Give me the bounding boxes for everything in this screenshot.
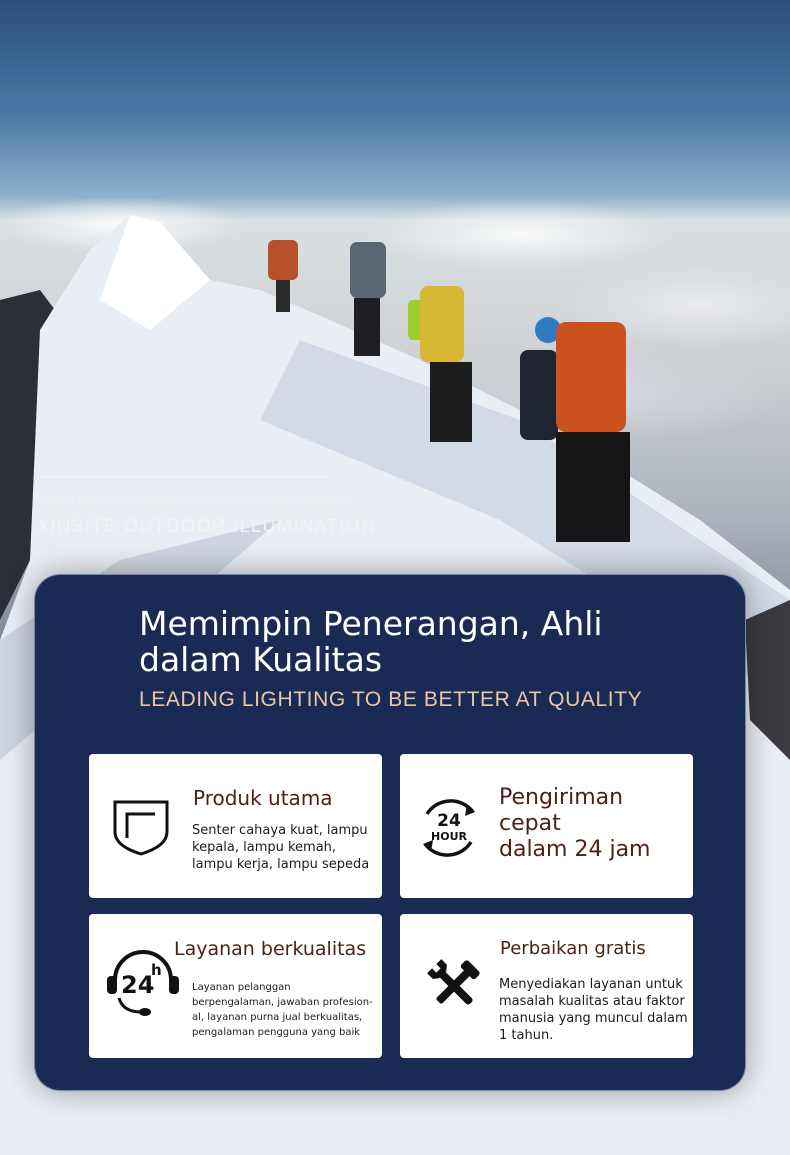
desc-line: kepala, lampu kemah, bbox=[192, 840, 337, 855]
icon-label-24: 24 bbox=[121, 971, 155, 999]
icon-label-h: h bbox=[151, 961, 162, 979]
headline-line-2: dalam Kualitas bbox=[139, 640, 383, 679]
desc-line: pengalaman pengguna yang baik bbox=[192, 1027, 361, 1038]
desc-line: masalah kualitas atau faktor bbox=[499, 994, 685, 1009]
shield-icon bbox=[111, 794, 171, 858]
feature-card-free-repair bbox=[400, 914, 693, 1058]
desc-line: Menyediakan layanan untuk bbox=[499, 977, 683, 992]
desc-line: al, layanan purna jual berkualitas, bbox=[192, 1012, 363, 1023]
desc-line: Senter cahaya kuat, lampu bbox=[192, 823, 368, 838]
desc-line: 1 tahun. bbox=[499, 1028, 554, 1043]
icon-label-hour: HOUR bbox=[431, 830, 467, 843]
panel-subline: LEADING LIGHTING TO BE BETTER AT QUALITY bbox=[139, 688, 643, 711]
desc-line: berpengalaman, jawaban profesion- bbox=[192, 997, 373, 1008]
panel-headline bbox=[139, 606, 639, 678]
hero-tagline: Cahaya gemerlap Xinguang, berbeda dan unik dalam kegelapan bbox=[37, 493, 352, 505]
card-description bbox=[192, 822, 369, 873]
desc-line: manusia yang muncul dalam bbox=[499, 1011, 688, 1026]
title-line: cepat bbox=[499, 811, 561, 836]
feature-card-main-products bbox=[89, 754, 382, 898]
title-line: dalam 24 jam bbox=[499, 837, 651, 862]
desc-line: lampu kerja, lampu sepeda bbox=[192, 857, 370, 872]
card-description bbox=[499, 976, 688, 1044]
desc-line: Layanan pelanggan bbox=[192, 982, 291, 993]
brand-title: XINSITE OUTDOOR ILLUMINATION bbox=[37, 516, 376, 536]
card-description bbox=[192, 980, 373, 1040]
title-line: Pengiriman bbox=[499, 785, 624, 810]
card-title bbox=[499, 785, 650, 863]
tools-icon bbox=[426, 958, 482, 1014]
card-title: Layanan berkualitas bbox=[174, 938, 367, 960]
24h-headset-icon bbox=[105, 946, 181, 1020]
divider-line bbox=[38, 476, 330, 478]
feature-card-fast-delivery bbox=[400, 754, 693, 898]
card-title: Produk utama bbox=[193, 786, 333, 810]
headline-line-1: Memimpin Penerangan, Ahli bbox=[139, 604, 603, 643]
feature-card-quality-service bbox=[89, 914, 382, 1058]
icon-label-24: 24 bbox=[437, 811, 461, 831]
24-hour-clock-icon bbox=[415, 794, 483, 862]
card-title: Perbaikan gratis bbox=[500, 938, 646, 959]
